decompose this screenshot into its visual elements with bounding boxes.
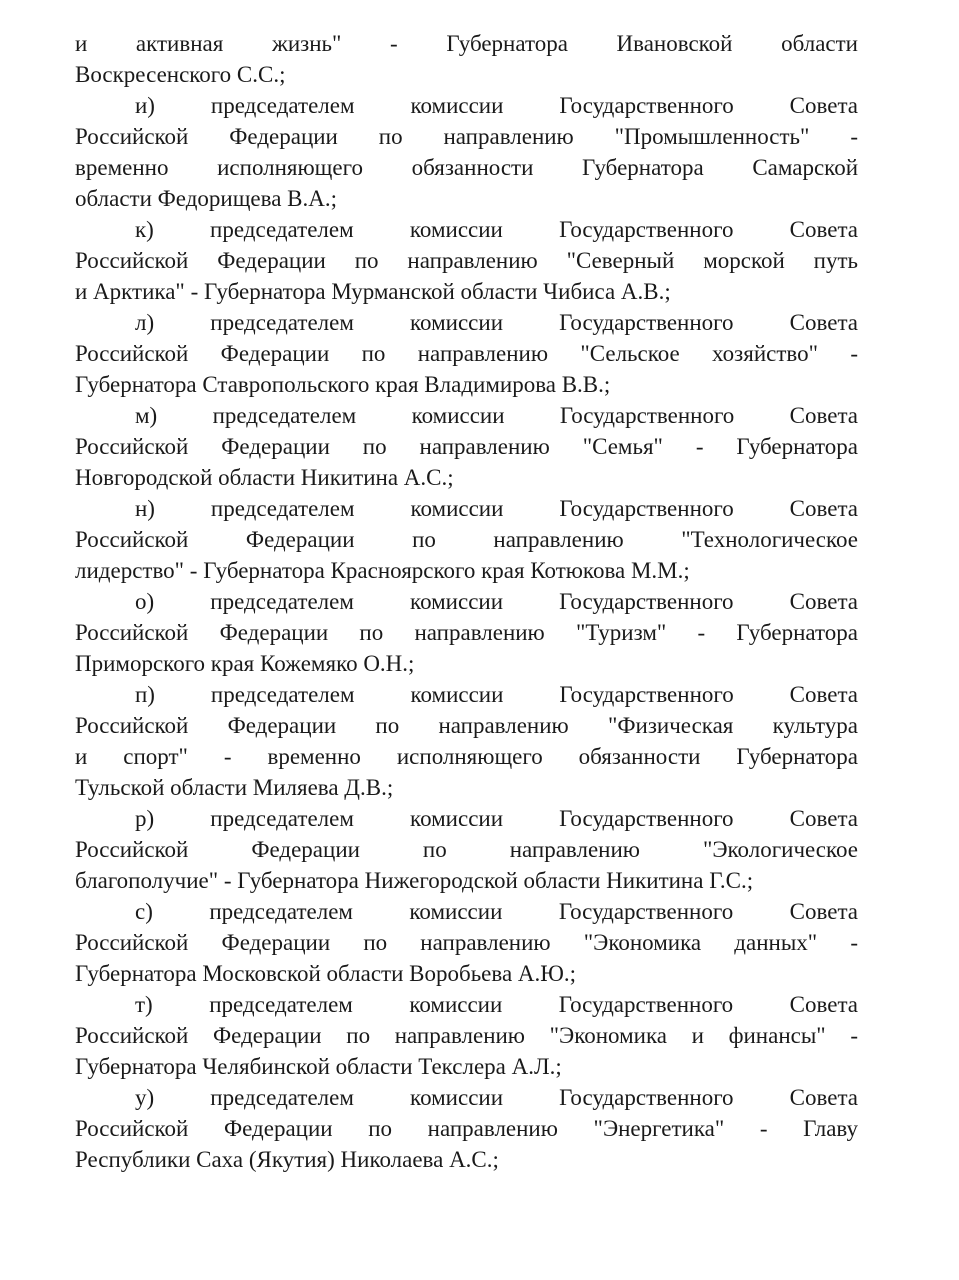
paragraph-item-o	[75, 586, 858, 679]
paragraph-item-p	[75, 679, 858, 803]
text-line: Российской Федерации по направлению "Туризм" - Губернатора	[75, 620, 858, 645]
text-line: Российской Федерации по направлению "Экономика и финансы" -	[75, 1023, 858, 1048]
text-line: Российской Федерации по направлению "Технологическое	[75, 527, 858, 552]
text-line: п) председателем комиссии Государственного Совета	[135, 682, 858, 707]
text-line: Республики Саха (Якутия) Николаева А.С.;	[75, 1147, 499, 1172]
text-line: и) председателем комиссии Государственного Совета	[135, 93, 858, 118]
text-line: о) председателем комиссии Государственного Совета	[135, 589, 858, 614]
text-line: р) председателем комиссии Государственного Совета	[135, 806, 858, 831]
paragraph-item-i	[75, 90, 858, 214]
text-line: области Федорищева В.А.;	[75, 186, 337, 211]
paragraph-item-s	[75, 896, 858, 989]
text-line: Новгородской области Никитина А.С.;	[75, 465, 454, 490]
text-line: Российской Федерации по направлению "Промышленность" -	[75, 124, 858, 149]
paragraph-item-t	[75, 989, 858, 1082]
text-line: Губернатора Московской области Воробьева А.Ю.;	[75, 961, 577, 986]
text-line: Российской Федерации по направлению "Семья" - Губернатора	[75, 434, 858, 459]
text-line: и Арктика" - Губернатора Мурманской области Чибиса А.В.;	[75, 279, 671, 304]
text-line: Тульской области Миляева Д.В.;	[75, 775, 394, 800]
text-line: Российской Федерации по направлению "Северный морской путь	[75, 248, 858, 273]
text-line: у) председателем комиссии Государственного Совета	[135, 1085, 858, 1110]
paragraph-item-l	[75, 307, 858, 400]
text-line: Губернатора Ставропольского края Владимирова В.В.;	[75, 372, 611, 397]
text-line: благополучие" - Губернатора Нижегородской области Никитина Г.С.;	[75, 868, 754, 893]
text-line: и активная жизнь" - Губернатора Ивановской области	[75, 31, 858, 56]
paragraph-continuation	[75, 28, 858, 90]
text-line: к) председателем комиссии Государственного Совета	[135, 217, 858, 242]
document-text	[75, 28, 858, 1175]
text-line: Воскресенского С.С.;	[75, 62, 286, 87]
text-line: Российской Федерации по направлению "Сельское хозяйство" -	[75, 341, 858, 366]
text-line: т) председателем комиссии Государственного Совета	[135, 992, 858, 1017]
text-line: Губернатора Челябинской области Текслера А.Л.;	[75, 1054, 562, 1079]
text-line: временно исполняющего обязанности Губернатора Самарской	[75, 155, 858, 180]
text-line: Российской Федерации по направлению "Физическая культура	[75, 713, 858, 738]
paragraph-item-n	[75, 493, 858, 586]
text-line: л) председателем комиссии Государственного Совета	[135, 310, 858, 335]
text-line: лидерство" - Губернатора Красноярского края Котюкова М.М.;	[75, 558, 690, 583]
text-line: м) председателем комиссии Государственного Совета	[135, 403, 858, 428]
paragraph-item-k	[75, 214, 858, 307]
text-line: с) председателем комиссии Государственного Совета	[135, 899, 858, 924]
paragraph-item-m	[75, 400, 858, 493]
text-line: н) председателем комиссии Государственного Совета	[135, 496, 858, 521]
text-line: Российской Федерации по направлению "Экономика данных" -	[75, 930, 858, 955]
paragraph-item-u	[75, 1082, 858, 1175]
paragraph-item-r	[75, 803, 858, 896]
text-line: и спорт" - временно исполняющего обязанности Губернатора	[75, 744, 858, 769]
text-line: Российской Федерации по направлению "Энергетика" - Главу	[75, 1116, 858, 1141]
text-line: Приморского края Кожемяко О.Н.;	[75, 651, 415, 676]
text-line: Российской Федерации по направлению "Экологическое	[75, 837, 858, 862]
